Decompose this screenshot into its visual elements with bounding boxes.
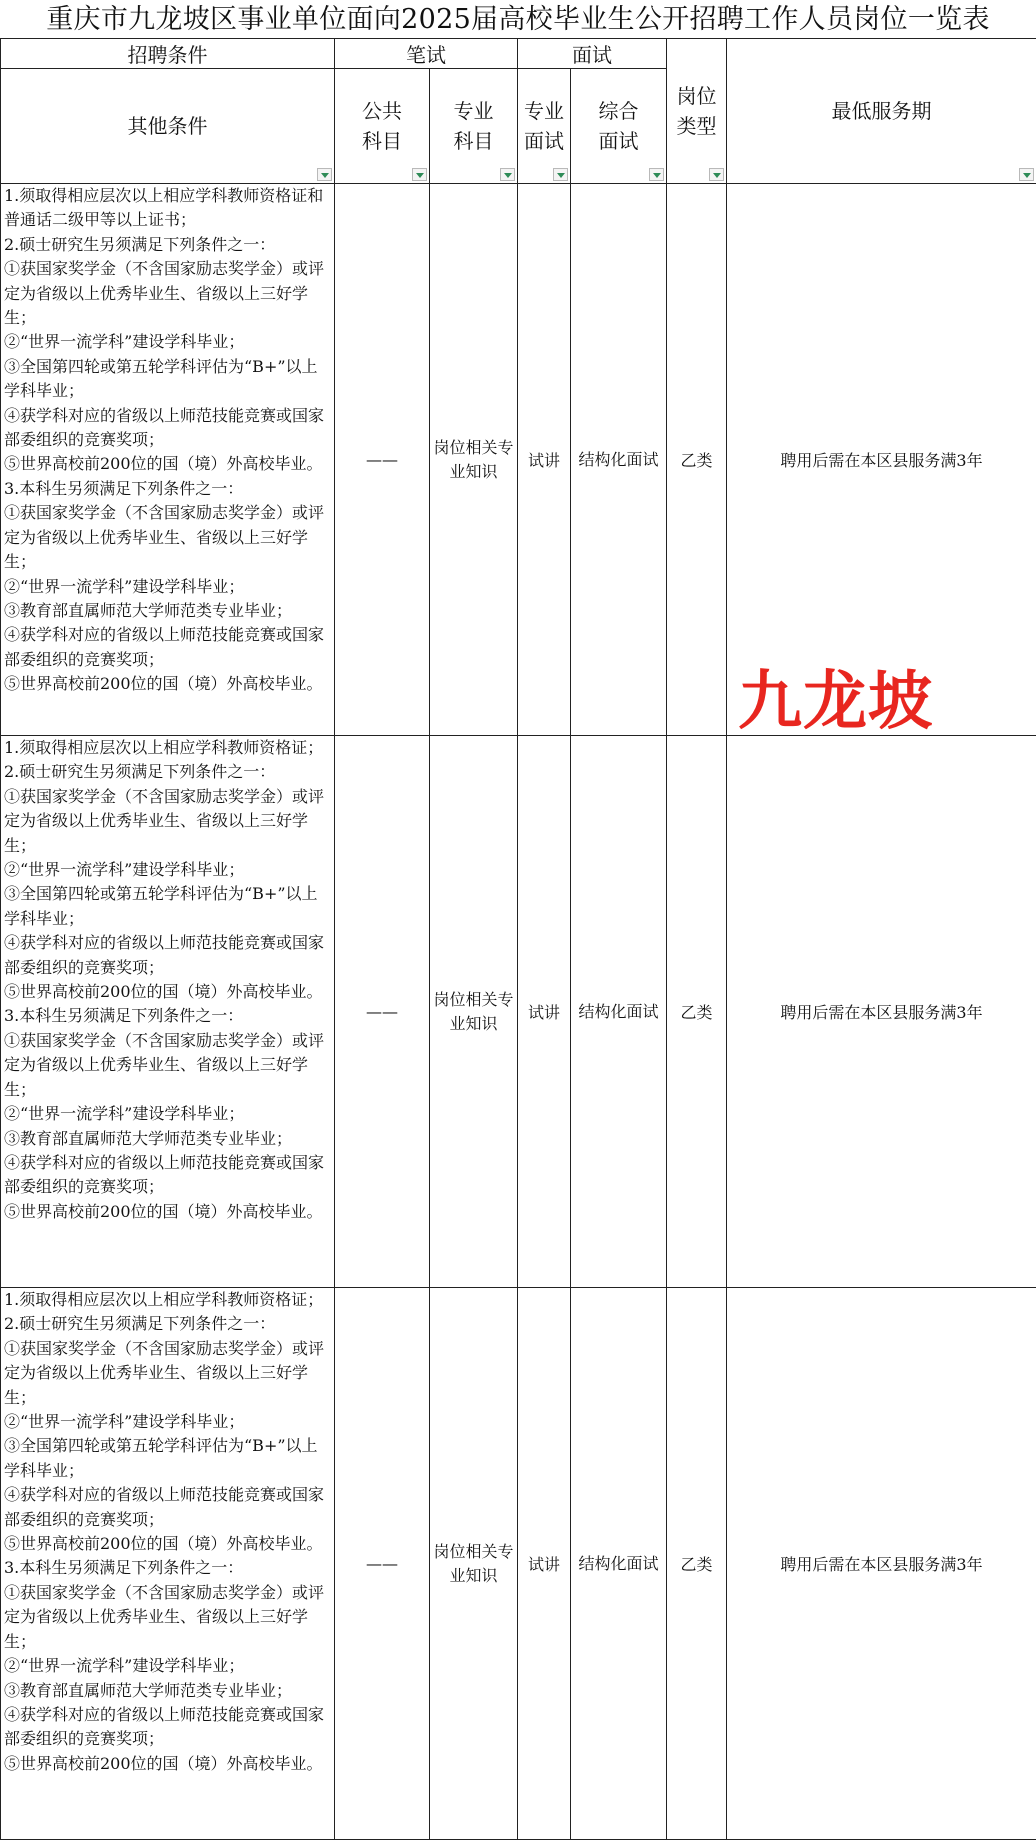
major-interview-cell: 试讲 [518, 184, 571, 736]
header-other-conditions [1, 69, 335, 184]
condition-line: ④获学科对应的省级以上师范技能竞赛或国家部委组织的竞赛奖项； [4, 405, 325, 450]
job-table [0, 38, 1036, 1840]
header-public-subject-label: 公共 科目 [362, 99, 402, 153]
public-subject-cell: —— [335, 184, 430, 736]
condition-line: ①获国家奖学金（不含国家励志奖学金）或评定为省级以上优秀毕业生、省级以上三好学生； [4, 259, 325, 328]
header-post-type [667, 39, 727, 184]
table-row [1, 1288, 1036, 1840]
header-post-type-label: 岗位 类型 [676, 84, 717, 138]
page-title: 重庆市九龙坡区事业单位面向2025届高校毕业生公开招聘工作人员岗位一览表 [46, 4, 990, 35]
condition-line: ④获学科对应的省级以上师范技能竞赛或国家部委组织的竞赛奖项； [4, 933, 325, 977]
header-major-subject [430, 69, 518, 184]
major-interview-cell: 试讲 [518, 1288, 571, 1840]
condition-line: ②“世界一流学科”建设学科毕业； [4, 860, 245, 880]
header-recruit-conditions: 招聘条件 [1, 39, 335, 69]
filter-dropdown-icon[interactable] [649, 168, 664, 181]
header-general-interview [571, 69, 667, 184]
condition-line: ③教育部直属师范大学师范类专业毕业； [4, 600, 293, 620]
condition-line: ①获国家奖学金（不含国家励志奖学金）或评定为省级以上优秀毕业生、省级以上三好学生； [4, 503, 325, 572]
conditions-cell [1, 184, 335, 736]
conditions-cell [1, 1288, 335, 1840]
condition-line: ②“世界一流学科”建设学科毕业； [4, 1656, 245, 1676]
major-subject-cell: 岗位相关专业知识 [430, 1288, 518, 1840]
condition-line: ③教育部直属师范大学师范类专业毕业； [4, 1680, 293, 1700]
condition-line: ⑤世界高校前200位的国（境）外高校毕业。 [4, 1201, 323, 1221]
condition-line: ②“世界一流学科”建设学科毕业； [4, 1412, 245, 1432]
header-other-conditions-label: 其他条件 [127, 114, 208, 138]
condition-line: ②“世界一流学科”建设学科毕业； [4, 576, 245, 596]
condition-line: ④获学科对应的省级以上师范技能竞赛或国家部委组织的竞赛奖项； [4, 1704, 325, 1749]
condition-line: 2.硕士研究生另须满足下列条件之一： [4, 1314, 276, 1334]
header-min-service [727, 39, 1036, 184]
condition-line: ④获学科对应的省级以上师范技能竞赛或国家部委组织的竞赛奖项； [4, 625, 325, 669]
header-written-exam: 笔试 [335, 39, 518, 69]
header-major-subject-label: 专业 科目 [453, 99, 494, 153]
conditions-cell [1, 736, 335, 1288]
condition-line: ②“世界一流学科”建设学科毕业； [4, 1104, 245, 1124]
post-type-cell: 乙类 [667, 736, 727, 1288]
major-subject-cell: 岗位相关专业知识 [430, 184, 518, 736]
condition-line: 2.硕士研究生另须满足下列条件之一： [4, 762, 276, 782]
header-min-service-label: 最低服务期 [831, 99, 932, 123]
table-row [1, 736, 1036, 1288]
condition-line: ④获学科对应的省级以上师范技能竞赛或国家部委组织的竞赛奖项； [4, 1152, 325, 1197]
filter-dropdown-icon[interactable] [317, 168, 332, 181]
condition-line: ⑤世界高校前200位的国（境）外高校毕业。 [4, 454, 323, 474]
header-major-interview [518, 69, 571, 184]
filter-dropdown-icon[interactable] [1019, 168, 1034, 181]
post-type-cell: 乙类 [667, 1288, 727, 1840]
condition-line: ①获国家奖学金（不含国家励志奖学金）或评定为省级以上优秀毕业生、省级以上三好学生； [4, 786, 325, 855]
public-subject-cell: —— [335, 736, 430, 1288]
header-public-subject [335, 69, 430, 184]
condition-line: 3.本科生另须满足下列条件之一： [4, 1006, 244, 1026]
condition-line: ③全国第四轮或第五轮学科评估为“B+”以上学科毕业； [4, 1436, 318, 1480]
general-interview-cell: 结构化面试 [571, 184, 667, 736]
condition-line: ②“世界一流学科”建设学科毕业； [4, 332, 245, 352]
condition-line: ①获国家奖学金（不含国家励志奖学金）或评定为省级以上优秀毕业生、省级以上三好学生； [4, 1338, 325, 1407]
condition-line: ③全国第四轮或第五轮学科评估为“B+”以上学科毕业； [4, 356, 318, 401]
condition-line: ①获国家奖学金（不含国家励志奖学金）或评定为省级以上优秀毕业生、省级以上三好学生； [4, 1582, 325, 1651]
post-type-cell: 乙类 [667, 184, 727, 736]
condition-line: 1.须取得相应层次以上相应学科教师资格证和普通话二级甲等以上证书； [4, 186, 324, 230]
header-major-interview-label: 专业 面试 [524, 99, 564, 153]
condition-line: 1.须取得相应层次以上相应学科教师资格证； [4, 738, 324, 757]
condition-line: 1.须取得相应层次以上相应学科教师资格证； [4, 1290, 324, 1309]
watermark-text: 九龙坡 [738, 665, 933, 739]
filter-dropdown-icon[interactable] [709, 168, 724, 181]
condition-line: ③全国第四轮或第五轮学科评估为“B+”以上学科毕业； [4, 884, 318, 928]
header-interview: 面试 [518, 39, 667, 69]
condition-line: ③教育部直属师范大学师范类专业毕业； [4, 1128, 293, 1148]
general-interview-cell: 结构化面试 [571, 1288, 667, 1840]
header-general-interview-label: 综合 面试 [598, 99, 639, 153]
filter-dropdown-icon[interactable] [500, 168, 515, 181]
filter-dropdown-icon[interactable] [412, 168, 427, 181]
condition-line: ①获国家奖学金（不含国家励志奖学金）或评定为省级以上优秀毕业生、省级以上三好学生； [4, 1030, 325, 1099]
condition-line: ⑤世界高校前200位的国（境）外高校毕业。 [4, 982, 323, 1002]
min-service-cell: 聘用后需在本区县服务满3年 [727, 736, 1036, 1288]
min-service-cell: 聘用后需在本区县服务满3年 [727, 184, 1036, 736]
condition-line: ④获学科对应的省级以上师范技能竞赛或国家部委组织的竞赛奖项； [4, 1485, 325, 1529]
condition-line: ⑤世界高校前200位的国（境）外高校毕业。 [4, 1753, 323, 1773]
condition-line: ⑤世界高校前200位的国（境）外高校毕业。 [4, 674, 323, 694]
condition-line: 2.硕士研究生另须满足下列条件之一： [4, 234, 276, 254]
general-interview-cell: 结构化面试 [571, 736, 667, 1288]
major-subject-cell: 岗位相关专业知识 [430, 736, 518, 1288]
filter-dropdown-icon[interactable] [553, 168, 568, 181]
condition-line: 3.本科生另须满足下列条件之一： [4, 478, 244, 498]
min-service-cell: 聘用后需在本区县服务满3年 [727, 1288, 1036, 1840]
condition-line: ⑤世界高校前200位的国（境）外高校毕业。 [4, 1534, 323, 1554]
public-subject-cell: —— [335, 1288, 430, 1840]
condition-line: 3.本科生另须满足下列条件之一： [4, 1558, 244, 1578]
major-interview-cell: 试讲 [518, 736, 571, 1288]
